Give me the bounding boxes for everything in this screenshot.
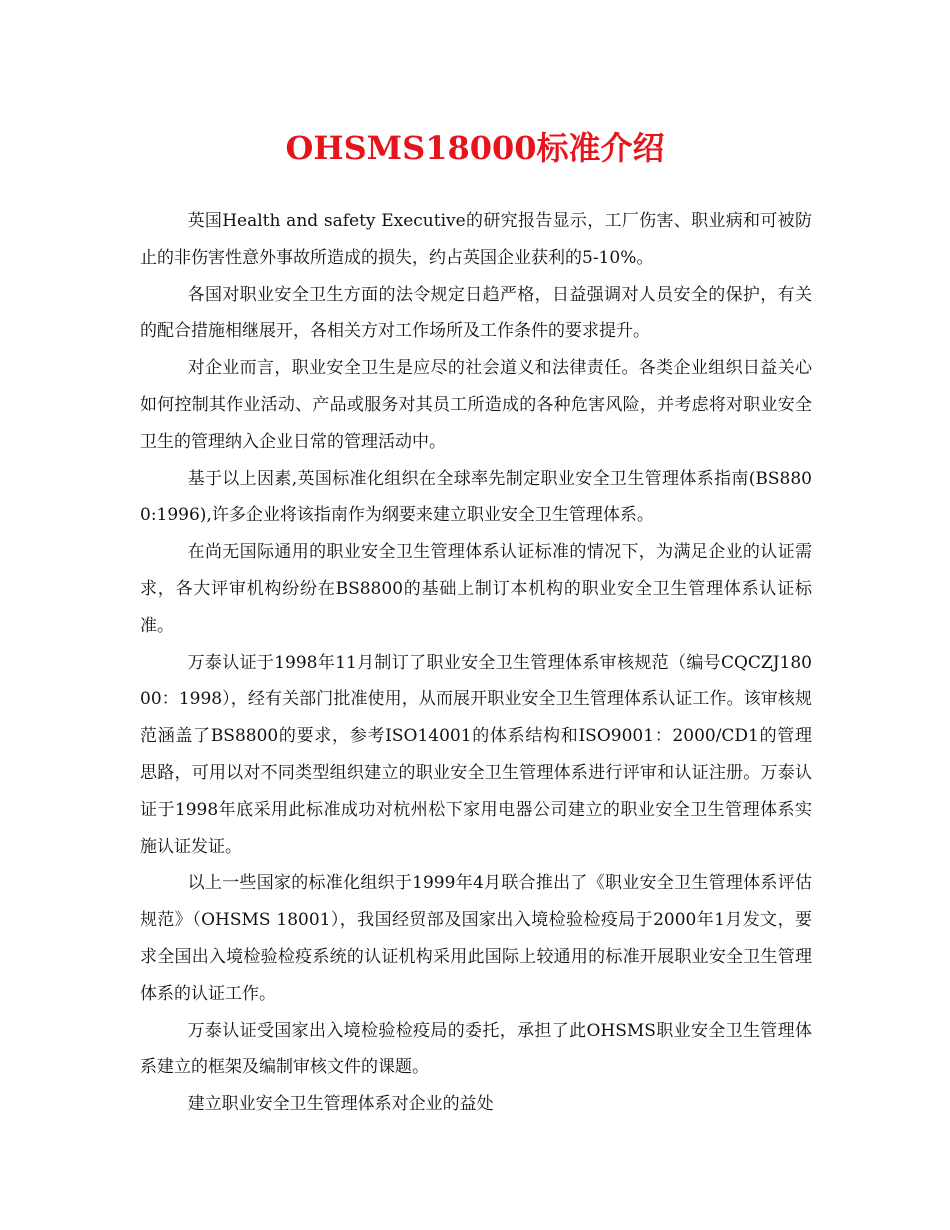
paragraph: 在尚无国际通用的职业安全卫生管理体系认证标准的情况下，为满足企业的认证需求，各大评审机构纷纷在BS8800的基础上制订本机构的职业安全卫生管理体系认证标准。 — [140, 542, 812, 636]
paragraph: 英国Health and safety Executive的研究报告显示，工厂伤害、职业病和可被防止的非伤害性意外事故所造成的损失，约占英国企业获利的5-10%。 — [140, 211, 812, 268]
paragraph: 各国对职业安全卫生方面的法令规定日趋严格，日益强调对人员安全的保护，有关的配合措施相继展开，各相关方对工作场所及工作条件的要求提升。 — [140, 284, 812, 342]
document-body — [140, 203, 812, 1123]
paragraph: 以上一些国家的标准化组织于1999年4月联合推出了《职业安全卫生管理体系评估规范》（OHSMS 18001），我国经贸部及国家出入境检验检疫局于2000年1月发文，要求全国出入境检验检疫系统的认证机构采用此国际上较通用的标准开展职业安全卫生管理体系的认证工作。 — [140, 873, 812, 1004]
paragraph: 基于以上因素,英国标准化组织在全球率先制定职业安全卫生管理体系指南(BS8800:1996),许多企业将该指南作为纲要来建立职业安全卫生管理体系。 — [140, 468, 812, 526]
paragraph: 万泰认证受国家出入境检验检疫局的委托，承担了此OHSMS职业安全卫生管理体系建立的框架及编制审核文件的课题。 — [140, 1020, 812, 1078]
document-title: OHSMS18000标准介绍 — [285, 129, 665, 167]
paragraph: 对企业而言，职业安全卫生是应尽的社会道义和法律责任。各类企业组织日益关心如何控制其作业活动、产品或服务对其员工所造成的各种危害风险，并考虑将对职业安全卫生的管理纳入企业日常的管理活动中。 — [140, 358, 812, 452]
section-heading: 建立职业安全卫生管理体系对企业的益处 — [187, 1094, 494, 1115]
paragraph: 万泰认证于1998年11月制订了职业安全卫生管理体系审核规范（编号CQCZJ18000：1998），经有关部门批准使用，从而展开职业安全卫生管理体系认证工作。该审核规范涵盖了BS8800的要求，参考ISO14001的体系结构和ISO9001：2000/CD1的管理思路，可用以对不同类型组织建立的职业安全卫生管理体系进行评审和认证注册。万泰认证于1998年底采用此标准成功对杭州松下家用电器公司建立的职业安全卫生管理体系实施认证发证。 — [140, 652, 812, 857]
